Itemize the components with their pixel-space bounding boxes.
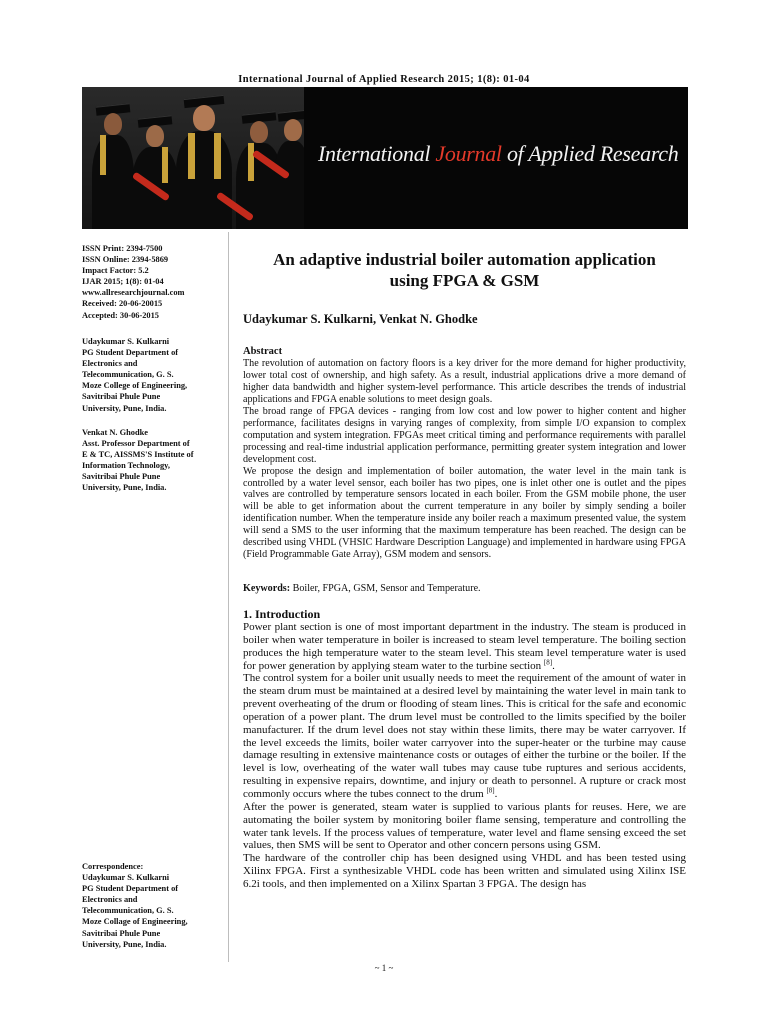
meta-issn-print: ISSN Print: 2394-7500 bbox=[82, 244, 163, 253]
correspondence-line: Telecommunication, G. S. bbox=[82, 906, 174, 916]
keywords-label: Keywords: bbox=[243, 583, 291, 594]
correspondence-line: PG Student Department of bbox=[82, 884, 179, 894]
meta-website[interactable]: www.allresearchjournal.com bbox=[82, 288, 185, 298]
meta-impact-factor: Impact Factor: 5.2 bbox=[82, 266, 149, 276]
intro-paragraph bbox=[243, 672, 686, 800]
author-affiliation-1 bbox=[82, 336, 222, 414]
affiliation-line: E & TC, AISSMS'S Institute of bbox=[82, 450, 194, 460]
citation-ref[interactable]: [8] bbox=[486, 786, 495, 795]
correspondence-block bbox=[82, 861, 222, 950]
abstract-paragraph: We propose the design and implementation of boiler automation, the water level in the main tank is controlled by a water level sensor, each boiler has two pipes, one is inlet other one is outlet and the pipes valves are controlled by temperature sensors located in each boiler. From the GSM mobile phone, the user will be able to get information about the current temperature in any boiler by simply sending a boiler identification number. When the temperature inside any boiler reach a maximum presented value, the system will send a SMS to the user informing that the maximum temperature has been reached. The design can be described using VHDL (VHSIC Hardware Description Language) and implemented in hardware using FPGA (Field Programmable Gate Array), GSM modem and sensors. bbox=[243, 465, 686, 561]
affiliation-line: Moze College of Engineering, bbox=[82, 381, 188, 391]
paper-authors: Udaykumar S. Kulkarni, Venkat N. Ghodke bbox=[243, 312, 478, 326]
paper-title-line-2: using FPGA & GSM bbox=[389, 271, 540, 290]
journal-banner-title bbox=[318, 141, 678, 167]
keywords-text: Boiler, FPGA, GSM, Sensor and Temperature. bbox=[290, 583, 481, 594]
affiliation-line: Information Technology, bbox=[82, 461, 170, 471]
intro-paragraph: The hardware of the controller chip has been designed using VHDL and has been tested using Xilinx FPGA. First a synthesizable VHDL code has been written and simulated using Xilinx ISE 6.2i tools, and then implemented on a Xilinx Spartan 3 FPGA. The design has bbox=[243, 852, 686, 890]
affiliation-line: Savitribai Phule Pune bbox=[82, 392, 161, 402]
intro-paragraph bbox=[243, 621, 686, 672]
introduction-heading: 1. Introduction bbox=[243, 607, 321, 621]
correspondence-line: Moze Collage of Engineering, bbox=[82, 917, 188, 927]
correspondence-line: Udaykumar S. Kulkarni bbox=[82, 873, 170, 883]
paper-title bbox=[243, 249, 686, 291]
author-affiliation-2 bbox=[82, 427, 222, 494]
paper-title-line-1: An adaptive industrial boiler automation application bbox=[273, 250, 656, 269]
correspondence-line: University, Pune, India. bbox=[82, 939, 167, 949]
intro-paragraph-end: . bbox=[552, 659, 555, 672]
intro-paragraph-text: Power plant section is one of most important department in the industry. The steam is produced in boiler when water temperature in boiler is increased to steam level temperature. The boiling section produces the high temperature water to the steam level. This steam level temperature water is used for power generation by applying steam water to the turbine section bbox=[243, 621, 686, 672]
banner-title-part1: International bbox=[318, 141, 436, 166]
affiliation-line: Savitribai Phule Pune bbox=[82, 472, 161, 482]
citation-ref[interactable]: [8] bbox=[543, 657, 553, 666]
affiliation-line: Telecommunication, G. S. bbox=[82, 370, 174, 380]
meta-citation: IJAR 2015; 1(8): 01-04 bbox=[82, 277, 164, 287]
abstract-heading: Abstract bbox=[243, 346, 283, 357]
banner-title-part2: of Applied Research bbox=[501, 141, 679, 166]
banner-title-accent: Journal bbox=[435, 141, 502, 166]
meta-accepted: Accepted: 30-06-2015 bbox=[82, 310, 159, 320]
affiliation-line: Venkat N. Ghodke bbox=[82, 428, 149, 437]
publication-meta bbox=[82, 243, 222, 321]
abstract-paragraph: The broad range of FPGA devices - ranging from low cost and low power to higher content and higher performance, facilitates designs in varying ranges of complexity, from simple I/O expansion to complex computation and system integration. FPGAs meet critical timing and performance requirements with parallel processing and real-time industrial application performance, permitting greater system integration and lower development cost. bbox=[243, 405, 686, 465]
journal-banner bbox=[82, 87, 688, 229]
intro-paragraph-text: The control system for a boiler unit usually needs to meet the requirement of the amount of water in the steam drum must be maintained at a desired level by maintaining the water level in main tank to prevent overheating of the drum or flooding of steam lines. This is critical for the safe and economic operation of a power plant. The drum level must be controlled to the limits specified by the boiler manufacturer. If the drum level does not stay within these limits, there may be water carryover. If the level exceeds the limits, boiler water carryover into the super-heater or the turbine may cause damage resulting in extensive maintenance costs or outages of either the turbine or the boiler. If the level is low, overheating of the water wall tubes may cause tube ruptures and serious accidents, resulting in expensive repairs, downtime, and injury or death to personnel. A rupture or crack most commonly occurs where the tubes connect to the drum bbox=[243, 672, 686, 800]
affiliation-line: Asst. Professor Department of bbox=[82, 439, 190, 449]
meta-received: Received: 20-06-20015 bbox=[82, 299, 163, 309]
correspondence-line: Electronics and bbox=[82, 895, 138, 905]
affiliation-line: University, Pune, India. bbox=[82, 403, 167, 413]
running-head: International Journal of Applied Research 2015; 1(8): 01-04 bbox=[238, 74, 530, 85]
affiliation-line: Electronics and bbox=[82, 359, 138, 369]
abstract-body bbox=[243, 358, 686, 561]
page-number: ~ 1 ~ bbox=[374, 963, 394, 973]
meta-issn-online: ISSN Online: 2394-5869 bbox=[82, 255, 169, 265]
abstract-paragraph: The revolution of automation on factory floors is a key driver for the more demand for higher productivity, lower total cost of ownership, and high safety. As a result, industrial applications drive a more demand of higher data bandwidth and higher system-level performance. This article describes the trends of industrial applications and FPGA enable solutions to meet design goals. bbox=[243, 358, 686, 405]
introduction-body bbox=[243, 621, 686, 891]
correspondence-line: Savitribai Phule Pune bbox=[82, 928, 161, 938]
affiliation-line: PG Student Department of bbox=[82, 348, 179, 358]
intro-paragraph-end: . bbox=[494, 787, 498, 800]
correspondence-line: Correspondence: bbox=[82, 862, 144, 871]
column-divider bbox=[228, 232, 229, 962]
keywords bbox=[243, 583, 686, 594]
affiliation-line: University, Pune, India. bbox=[82, 483, 167, 493]
affiliation-line: Udaykumar S. Kulkarni bbox=[82, 337, 170, 346]
graduates-photo bbox=[82, 87, 304, 229]
intro-paragraph: After the power is generated, steam water is supplied to various plants for reuses. Here, we are automating the boiler system by monitoring boiler flame sensing, temperature and controlling the water tank levels. If the process values of temperature, water level and flame sensing exceed the set values, then SMS will be sent to Operator and other concern persons using GSM. bbox=[243, 800, 686, 852]
